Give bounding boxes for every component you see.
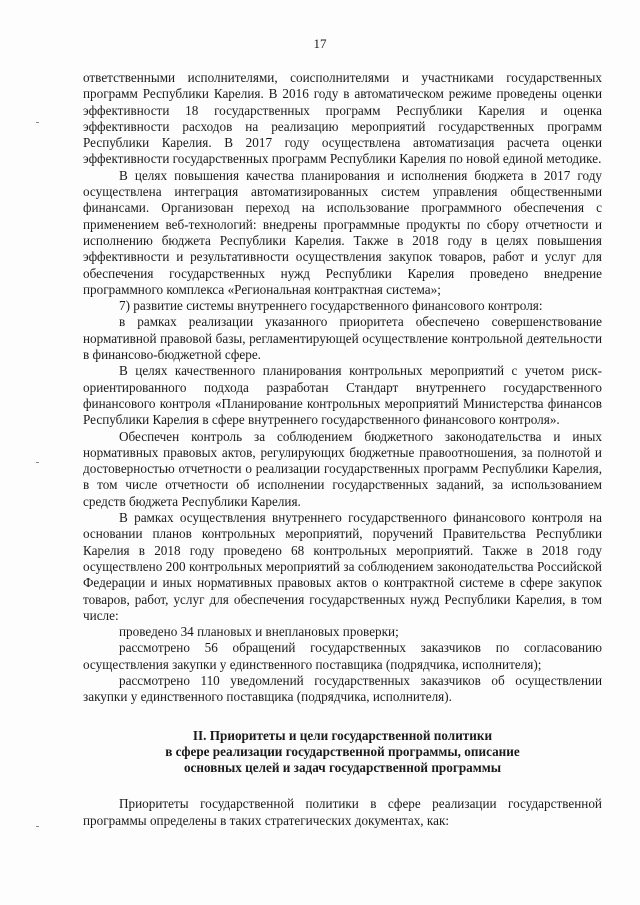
- section-heading: [83, 728, 602, 777]
- section-heading-line: II. Приоритеты и цели государственной политики: [192, 727, 493, 743]
- section-heading-line: в сфере реализации государственной программы, описание: [165, 743, 520, 759]
- paragraph: 7) развитие системы внутреннего государственного финансового контроля:: [119, 298, 543, 314]
- margin-mark: [36, 122, 39, 123]
- paragraph: ответственными исполнителями, соисполнителями и участниками государственных программ Республики Карелия. В 2016 году в автоматическом режиме проведены оценки эффективности 18 государственных программ Республики Карелия и оценка эффективности расходов на реализацию мероприятий государственных программ Республики Карелия. В 2017 году осуществлена автоматизация расчета оценки эффективности государственных программ Республики Карелия по новой единой методике.: [83, 70, 602, 167]
- list-item: проведено 34 плановых и внеплановых проверки;: [119, 624, 399, 640]
- section-heading-line: основных целей и задач государственной программы: [183, 760, 502, 776]
- paragraph-group-bottom: [83, 796, 602, 829]
- page-number: 17: [313, 36, 327, 51]
- document-body: [83, 70, 602, 829]
- paragraph: В целях повышения качества планирования и исполнения бюджета в 2017 году осуществлена интеграция автоматизированных систем управления общественными финансами. Организован переход на использование программного обеспечения с применением веб-технологий: внедрены программные продукты по сбору отчетности и исполнению бюджета Республики Карелия. Также в 2018 году в целях повышения эффективности и результативности осуществления закупок товаров, работ и услуг для обеспечения государственных нужд Республики Карелия проведено внедрение программного комплекса «Региональная контрактная система»;: [83, 167, 602, 297]
- paragraph: В рамках осуществления внутреннего государственного финансового контроля на основании планов контрольных мероприятий, поручений Правительства Республики Карелия в 2018 году проведено 68 контрольных мероприятий. Также в 2018 году осуществлено 200 контрольных мероприятий за соблюдением законодательства Российской Федерации и иных нормативных правовых актов о контрактной системе в сфере закупок товаров, работ, услуг для обеспечения государственных нужд Республики Карелия, в том числе:: [83, 510, 602, 623]
- list-item: рассмотрено 110 уведомлений государственных заказчиков об осуществлении закупки у единственного поставщика (подрядчика, исполнителя).: [83, 672, 602, 705]
- paragraph: Обеспечен контроль за соблюдением бюджетного законодательства и иных нормативных правовых актов, регулирующих бюджетные правоотношения, за полнотой и достоверностью отчетности о реализации государственных программ Республики Карелия, в том числе отчетности об исполнении государственных заданий, за использованием средств бюджета Республики Карелия.: [83, 428, 602, 509]
- paragraph: Приоритеты государственной политики в сфере реализации государственной программы определены в таких стратегических документах, как:: [83, 796, 602, 828]
- margin-mark: [36, 462, 39, 463]
- list-item: рассмотрено 56 обращений государственных заказчиков по согласованию осуществления закупки у единственного поставщика (подрядчика, исполнителя);: [83, 640, 602, 672]
- paragraph: в рамках реализации указанного приоритета обеспечено совершенствование нормативной правовой базы, регламентирующей осуществление контрольной деятельности в финансово-бюджетной сфере.: [83, 314, 602, 363]
- margin-mark: [36, 826, 39, 827]
- paragraph-group-top: [83, 70, 602, 706]
- paragraph: В целях качественного планирования контрольных мероприятий с учетом риск-ориентированного подхода разработан Стандарт внутреннего государственного финансового контроля «Планирование контрольных мероприятий Министерства финансов Республики Карелия в сфере внутреннего государственного финансового контроля».: [83, 363, 602, 428]
